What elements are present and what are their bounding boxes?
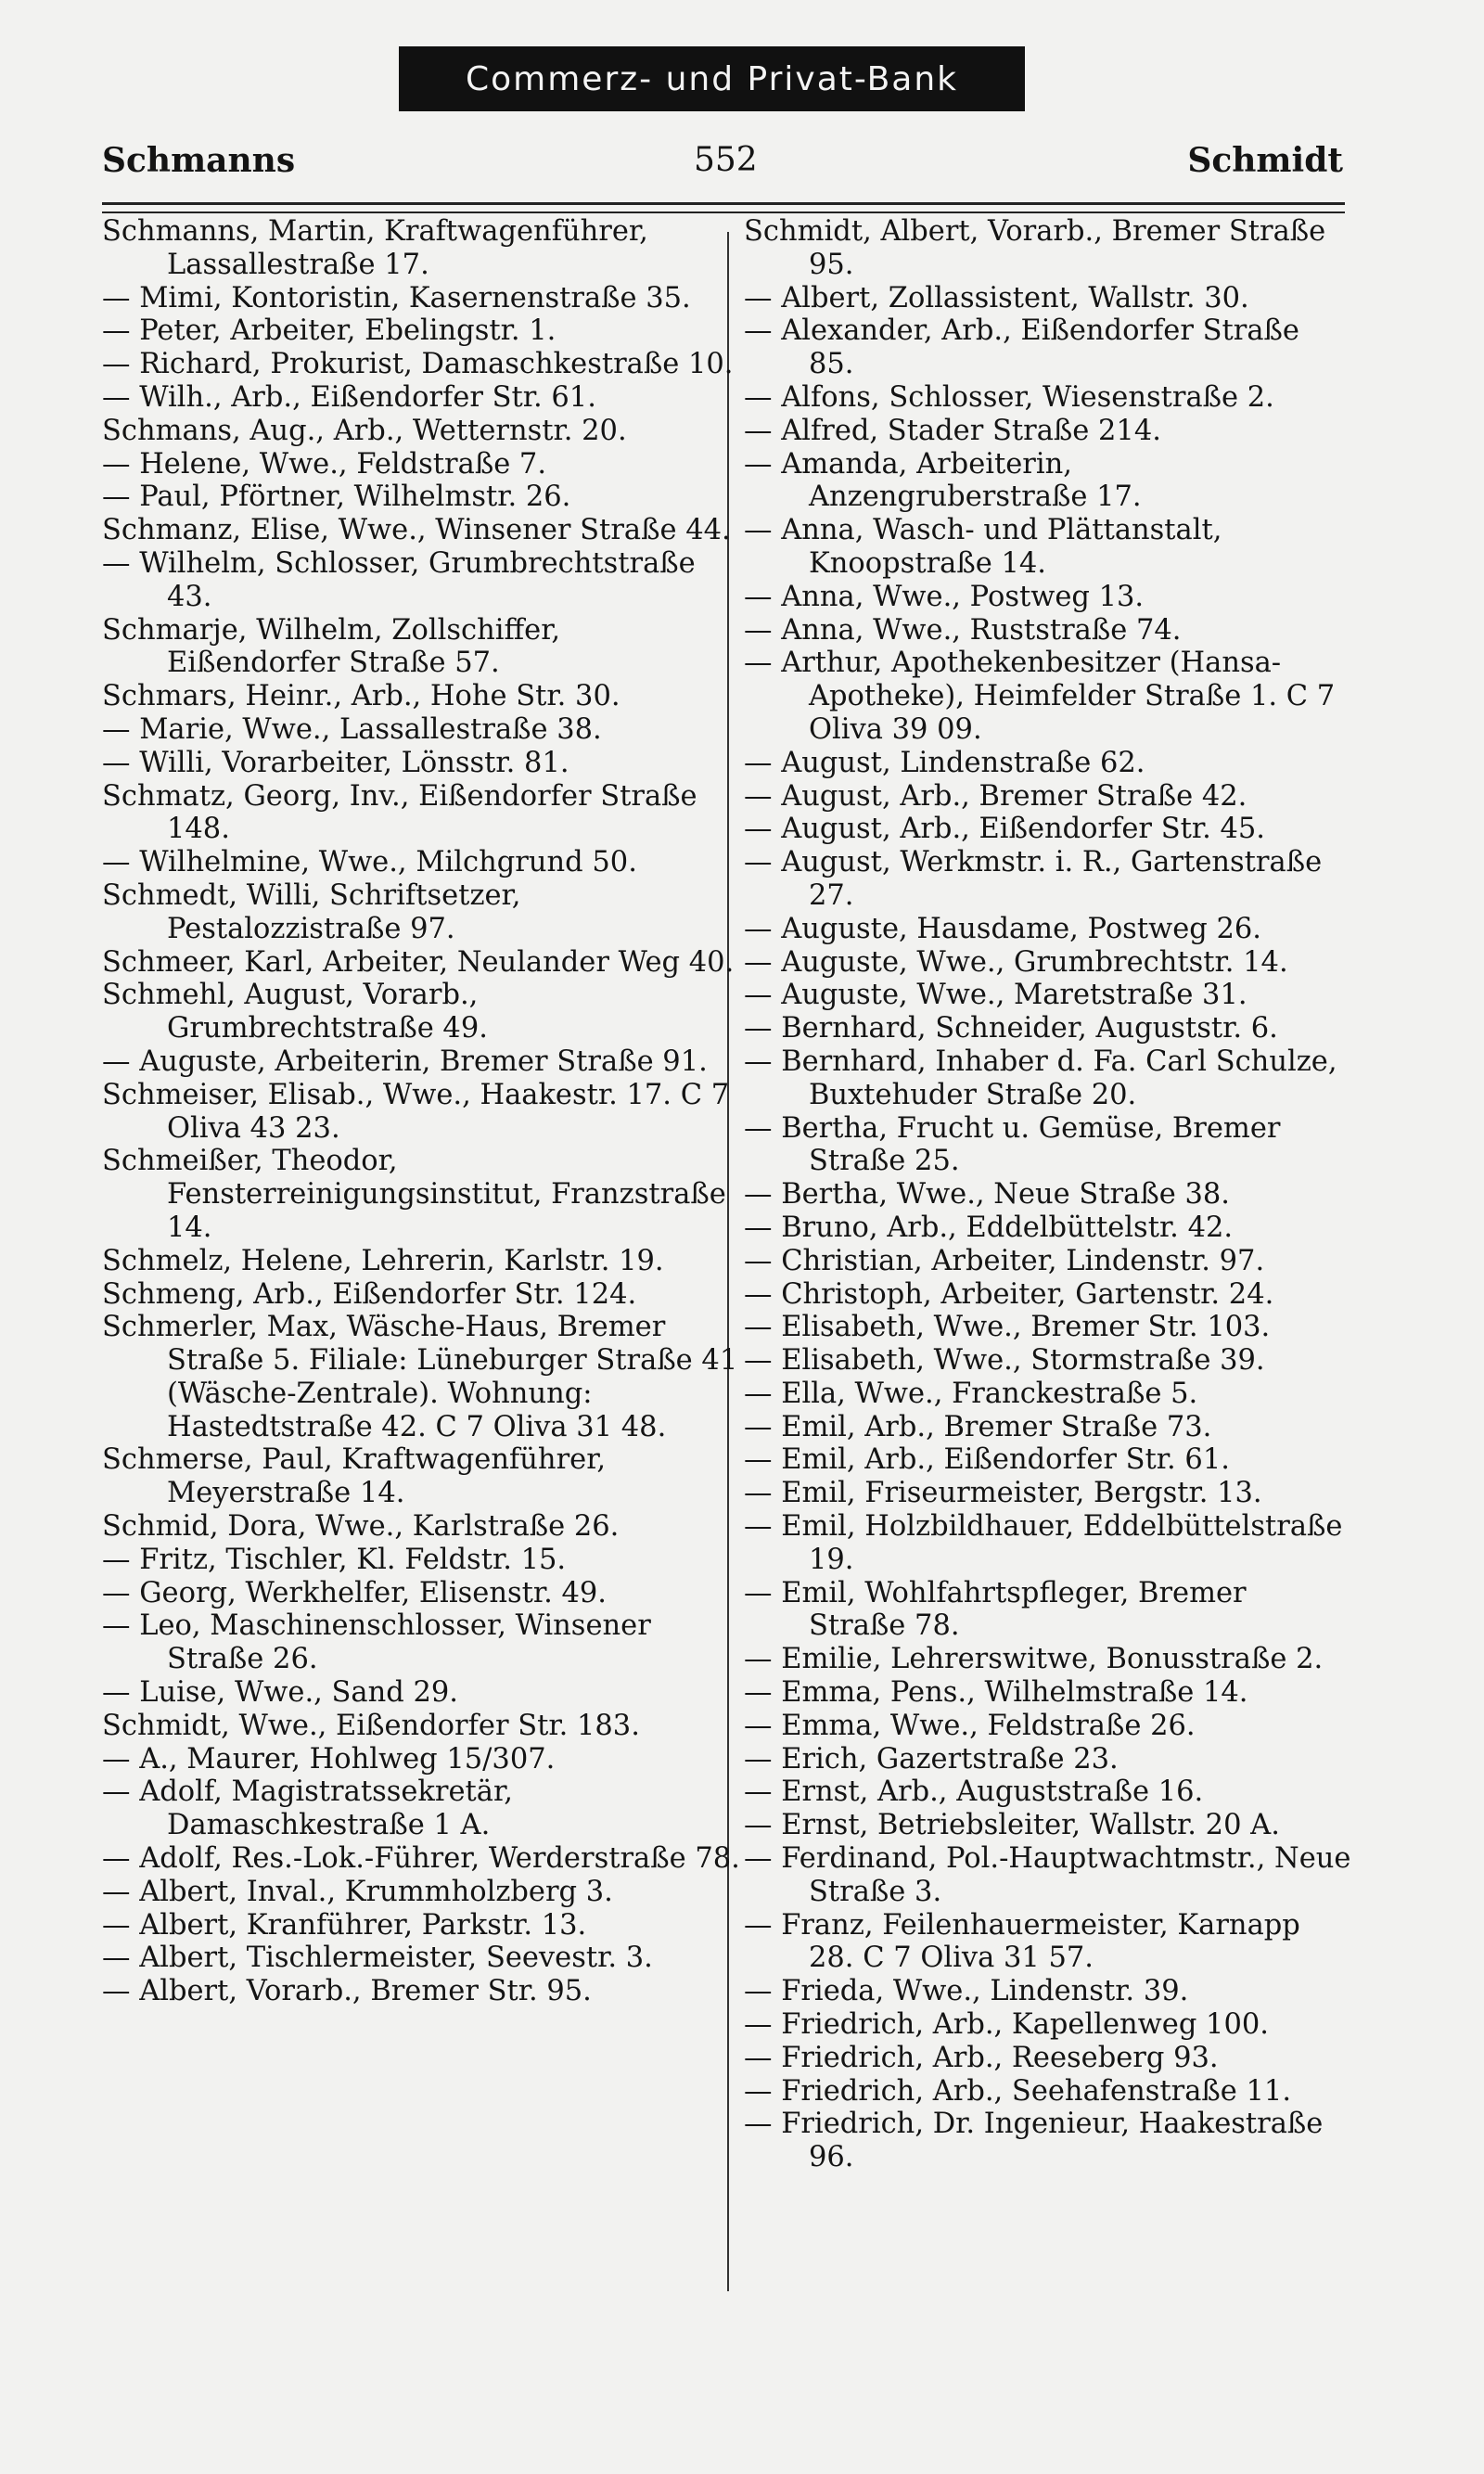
directory-entry: — Wilhelmine, Wwe., Milchgrund 50.: [102, 846, 637, 879]
directory-entry: — Bernhard, Schneider, Auguststr. 6.: [744, 1012, 1278, 1045]
directory-entry: — Friedrich, Arb., Seehafenstraße 11.: [744, 2074, 1292, 2108]
directory-entry: — Helene, Wwe., Feldstraße 7.: [102, 447, 547, 481]
directory-entry: — Emil, Holzbildhauer, Eddelbüttelstraße 19.: [744, 1510, 1343, 1576]
directory-entry: — Ernst, Arb., Auguststraße 16.: [744, 1775, 1204, 1809]
directory-entry: — Georg, Werkhelfer, Elisenstr. 49.: [102, 1576, 607, 1609]
directory-entry: — Adolf, Res.-Lok.-Führer, Werderstraße 78.: [102, 1842, 740, 1876]
directory-entry: — Albert, Inval., Krummholzberg 3.: [102, 1875, 613, 1908]
directory-entry: — Friedrich, Arb., Kapellenweg 100.: [744, 2008, 1269, 2042]
directory-entry: — Arthur, Apothekenbesitzer (Hansa-Apotheke), Heimfelder Straße 1. C 7 Oliva 39 09.: [744, 647, 1336, 746]
left-guide-word: Schmanns: [102, 141, 296, 180]
directory-entry: — Franz, Feilenhauermeister, Karnapp 28. C 7 Oliva 31 57.: [744, 1908, 1300, 1975]
directory-entry: Schmerler, Max, Wäsche-Haus, Bremer Straße 5. Filiale: Lüneburger Straße 41 (Wäsche-Zentrale). Wohnung: Hastedtstraße 42. C 7 Oliva 31 48.: [102, 1311, 738, 1443]
directory-entry: Schmars, Heinr., Arb., Hohe Str. 30.: [102, 680, 620, 713]
directory-entry: Schmeng, Arb., Eißendorfer Str. 124.: [102, 1277, 637, 1311]
directory-entry: Schmanz, Elise, Wwe., Winsener Straße 44.: [102, 514, 731, 547]
directory-entry: — Erich, Gazertstraße 23.: [744, 1742, 1119, 1775]
directory-entry: — Albert, Tischlermeister, Seevestr. 3.: [102, 1942, 653, 1975]
directory-entry: — Emil, Friseurmeister, Bergstr. 13.: [744, 1477, 1262, 1510]
directory-entry: Schmelz, Helene, Lehrerin, Karlstr. 19.: [102, 1244, 664, 1277]
directory-entry: — Paul, Pförtner, Wilhelmstr. 26.: [102, 481, 571, 514]
left-column: [102, 215, 742, 2008]
directory-entry: — Albert, Vorarb., Bremer Str. 95.: [102, 1975, 592, 2008]
directory-entry: — Friedrich, Dr. Ingenieur, Haakestraße 96.: [744, 2108, 1324, 2174]
directory-entry: Schmeißer, Theodor, Fensterreinigungsinstitut, Franzstraße 14.: [102, 1145, 726, 1244]
directory-entry: — August, Lindenstraße 62.: [744, 746, 1145, 779]
directory-entry: — Anna, Wwe., Ruststraße 74.: [744, 613, 1182, 647]
directory-entry: — Alfons, Schlosser, Wiesenstraße 2.: [744, 380, 1274, 414]
directory-entry: Schmans, Aug., Arb., Wetternstr. 20.: [102, 414, 627, 447]
directory-entry: Schmid, Dora, Wwe., Karlstraße 26.: [102, 1510, 620, 1544]
directory-entry: — Emil, Arb., Eißendorfer Str. 61.: [744, 1443, 1230, 1477]
directory-entry: — Ernst, Betriebsleiter, Wallstr. 20 A.: [744, 1809, 1280, 1842]
directory-entry: — Ella, Wwe., Franckestraße 5.: [744, 1377, 1198, 1410]
directory-entry: — Wilh., Arb., Eißendorfer Str. 61.: [102, 380, 596, 414]
directory-entry: — Ferdinand, Pol.-Hauptwachtmstr., Neue Straße 3.: [744, 1842, 1351, 1908]
directory-entry: — Adolf, Magistratssekretär, Damaschkestraße 1 A.: [102, 1775, 513, 1842]
directory-entry: Schmedt, Willi, Schriftsetzer, Pestalozzistraße 97.: [102, 878, 521, 945]
directory-entry: — Alexander, Arb., Eißendorfer Straße 85.: [744, 314, 1299, 381]
directory-entry: Schmeer, Karl, Arbeiter, Neulander Weg 40.: [102, 945, 735, 979]
directory-entry: — Leo, Maschinenschlosser, Winsener Straße 26.: [102, 1609, 651, 1676]
right-column: [744, 215, 1351, 2174]
directory-entry: — Elisabeth, Wwe., Bremer Str. 103.: [744, 1311, 1271, 1344]
directory-entry: — Bernhard, Inhaber d. Fa. Carl Schulze, Buxtehuder Straße 20.: [744, 1045, 1337, 1111]
directory-entry: Schmerse, Paul, Kraftwagenführer, Meyerstraße 14.: [102, 1443, 607, 1510]
directory-entry: Schmatz, Georg, Inv., Eißendorfer Straße 148.: [102, 779, 697, 846]
right-guide-word: Schmidt: [1187, 141, 1343, 180]
directory-entry: — Elisabeth, Wwe., Stormstraße 39.: [744, 1344, 1265, 1378]
directory-entry: — Frieda, Wwe., Lindenstr. 39.: [744, 1975, 1189, 2008]
directory-entry: — Fritz, Tischler, Kl. Feldstr. 15.: [102, 1543, 567, 1576]
directory-entry: — Albert, Kranführer, Parkstr. 13.: [102, 1908, 587, 1942]
directory-entry: — Emma, Pens., Wilhelmstraße 14.: [744, 1676, 1248, 1710]
directory-entry: — August, Arb., Eißendorfer Str. 45.: [744, 813, 1265, 846]
directory-entry: — Auguste, Wwe., Maretstraße 31.: [744, 979, 1247, 1012]
header-rule: [102, 202, 1345, 205]
directory-entry: — Auguste, Hausdame, Postweg 26.: [744, 912, 1261, 945]
directory-entry: — A., Maurer, Hohlweg 15/307.: [102, 1742, 556, 1775]
directory-entry: — Amanda, Arbeiterin, Anzengruberstraße 17.: [744, 447, 1142, 514]
directory-entry: — Emil, Arb., Bremer Straße 73.: [744, 1410, 1212, 1443]
directory-entry: Schmehl, August, Vorarb., Grumbrechtstraße 49.: [102, 979, 488, 1045]
directory-entry: — Alfred, Stader Straße 214.: [744, 414, 1161, 447]
directory-entry: — Peter, Arbeiter, Ebelingstr. 1.: [102, 314, 556, 348]
directory-entry: — Auguste, Wwe., Grumbrechtstr. 14.: [744, 945, 1288, 979]
directory-entry: — Bruno, Arb., Eddelbüttelstr. 42.: [744, 1211, 1234, 1244]
directory-entry: Schmanns, Martin, Kraftwagenführer, Lassallestraße 17.: [102, 215, 648, 281]
directory-entry: — Albert, Zollassistent, Wallstr. 30.: [744, 281, 1249, 314]
page-number: 552: [694, 141, 758, 179]
directory-entry: — Wilhelm, Schlosser, Grumbrechtstraße 43.: [102, 546, 696, 613]
directory-entry: — Willi, Vorarbeiter, Lönsstr. 81.: [102, 746, 569, 779]
directory-entry: — Emma, Wwe., Feldstraße 26.: [744, 1709, 1196, 1742]
directory-entry: — Richard, Prokurist, Damaschkestraße 10.: [102, 348, 734, 381]
directory-entry: — Luise, Wwe., Sand 29.: [102, 1676, 458, 1710]
directory-entry: Schmidt, Albert, Vorarb., Bremer Straße 95.: [744, 215, 1326, 281]
directory-entry: — Friedrich, Arb., Reeseberg 93.: [744, 2041, 1219, 2074]
directory-entry: Schmeiser, Elisab., Wwe., Haakestr. 17. C 7 Oliva 43 23.: [102, 1078, 730, 1145]
directory-entry: — Bertha, Wwe., Neue Straße 38.: [744, 1178, 1230, 1211]
directory-entry: Schmarje, Wilhelm, Zollschiffer, Eißendorfer Straße 57.: [102, 613, 561, 680]
directory-entry: — August, Werkmstr. i. R., Gartenstraße 27.: [744, 846, 1323, 912]
bank-banner: Commerz- und Privat-Bank: [399, 46, 1025, 111]
directory-entry: — Auguste, Arbeiterin, Bremer Straße 91.: [102, 1045, 708, 1078]
directory-entry: — Anna, Wwe., Postweg 13.: [744, 580, 1145, 613]
directory-entry: — August, Arb., Bremer Straße 42.: [744, 779, 1247, 813]
directory-entry: — Mimi, Kontoristin, Kasernenstraße 35.: [102, 281, 691, 314]
directory-entry: — Christian, Arbeiter, Lindenstr. 97.: [744, 1244, 1265, 1277]
directory-entry: — Anna, Wasch- und Plättanstalt, Knoopstraße 14.: [744, 514, 1222, 580]
directory-entry: — Emil, Wohlfahrtspfleger, Bremer Straße 78.: [744, 1576, 1247, 1643]
directory-entry: — Emilie, Lehrerswitwe, Bonusstraße 2.: [744, 1643, 1324, 1676]
directory-entry: Schmidt, Wwe., Eißendorfer Str. 183.: [102, 1709, 640, 1742]
header-rule-thin: [102, 212, 1345, 213]
directory-entry: — Christoph, Arbeiter, Gartenstr. 24.: [744, 1277, 1274, 1311]
directory-entry: — Bertha, Frucht u. Gemüse, Bremer Straße 25.: [744, 1111, 1281, 1178]
directory-entry: — Marie, Wwe., Lassallestraße 38.: [102, 712, 602, 746]
